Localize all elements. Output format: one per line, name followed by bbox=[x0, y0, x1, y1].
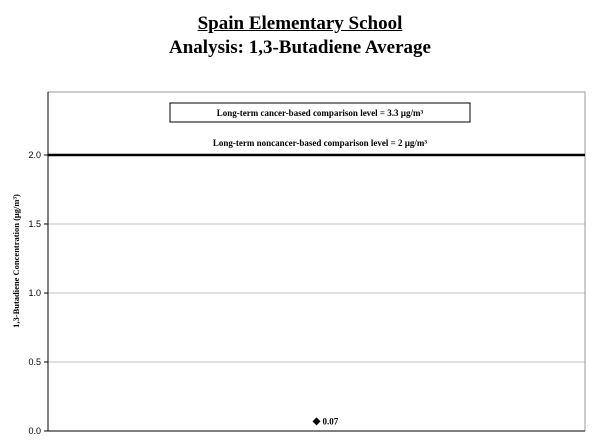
y-tick-label: 0.5 bbox=[28, 357, 41, 367]
y-axis-title: 1,3-Butadiene Concentration (µg/m³) bbox=[11, 194, 21, 328]
y-tick-layer bbox=[28, 150, 48, 436]
point-layer bbox=[313, 416, 339, 426]
y-tick-label: 2.0 bbox=[28, 150, 41, 160]
data-point-label: 0.07 bbox=[322, 416, 339, 427]
y-tick-label: 0.0 bbox=[28, 426, 41, 436]
chart-subtitle: Analysis: 1,3-Butadiene Average bbox=[169, 37, 431, 58]
chart-title: Spain Elementary School bbox=[197, 13, 403, 34]
data-point-marker bbox=[313, 417, 321, 425]
cancer-annotation-text: Long-term cancer-based comparison level = 3.3 µg/m³ bbox=[216, 108, 424, 118]
grid-layer bbox=[48, 155, 585, 362]
y-tick-label: 1.5 bbox=[28, 219, 41, 229]
noncancer-annotation-text: Long-term noncancer-based comparison level = 2 µg/m³ bbox=[212, 138, 428, 148]
y-tick-label: 1.0 bbox=[28, 288, 41, 298]
